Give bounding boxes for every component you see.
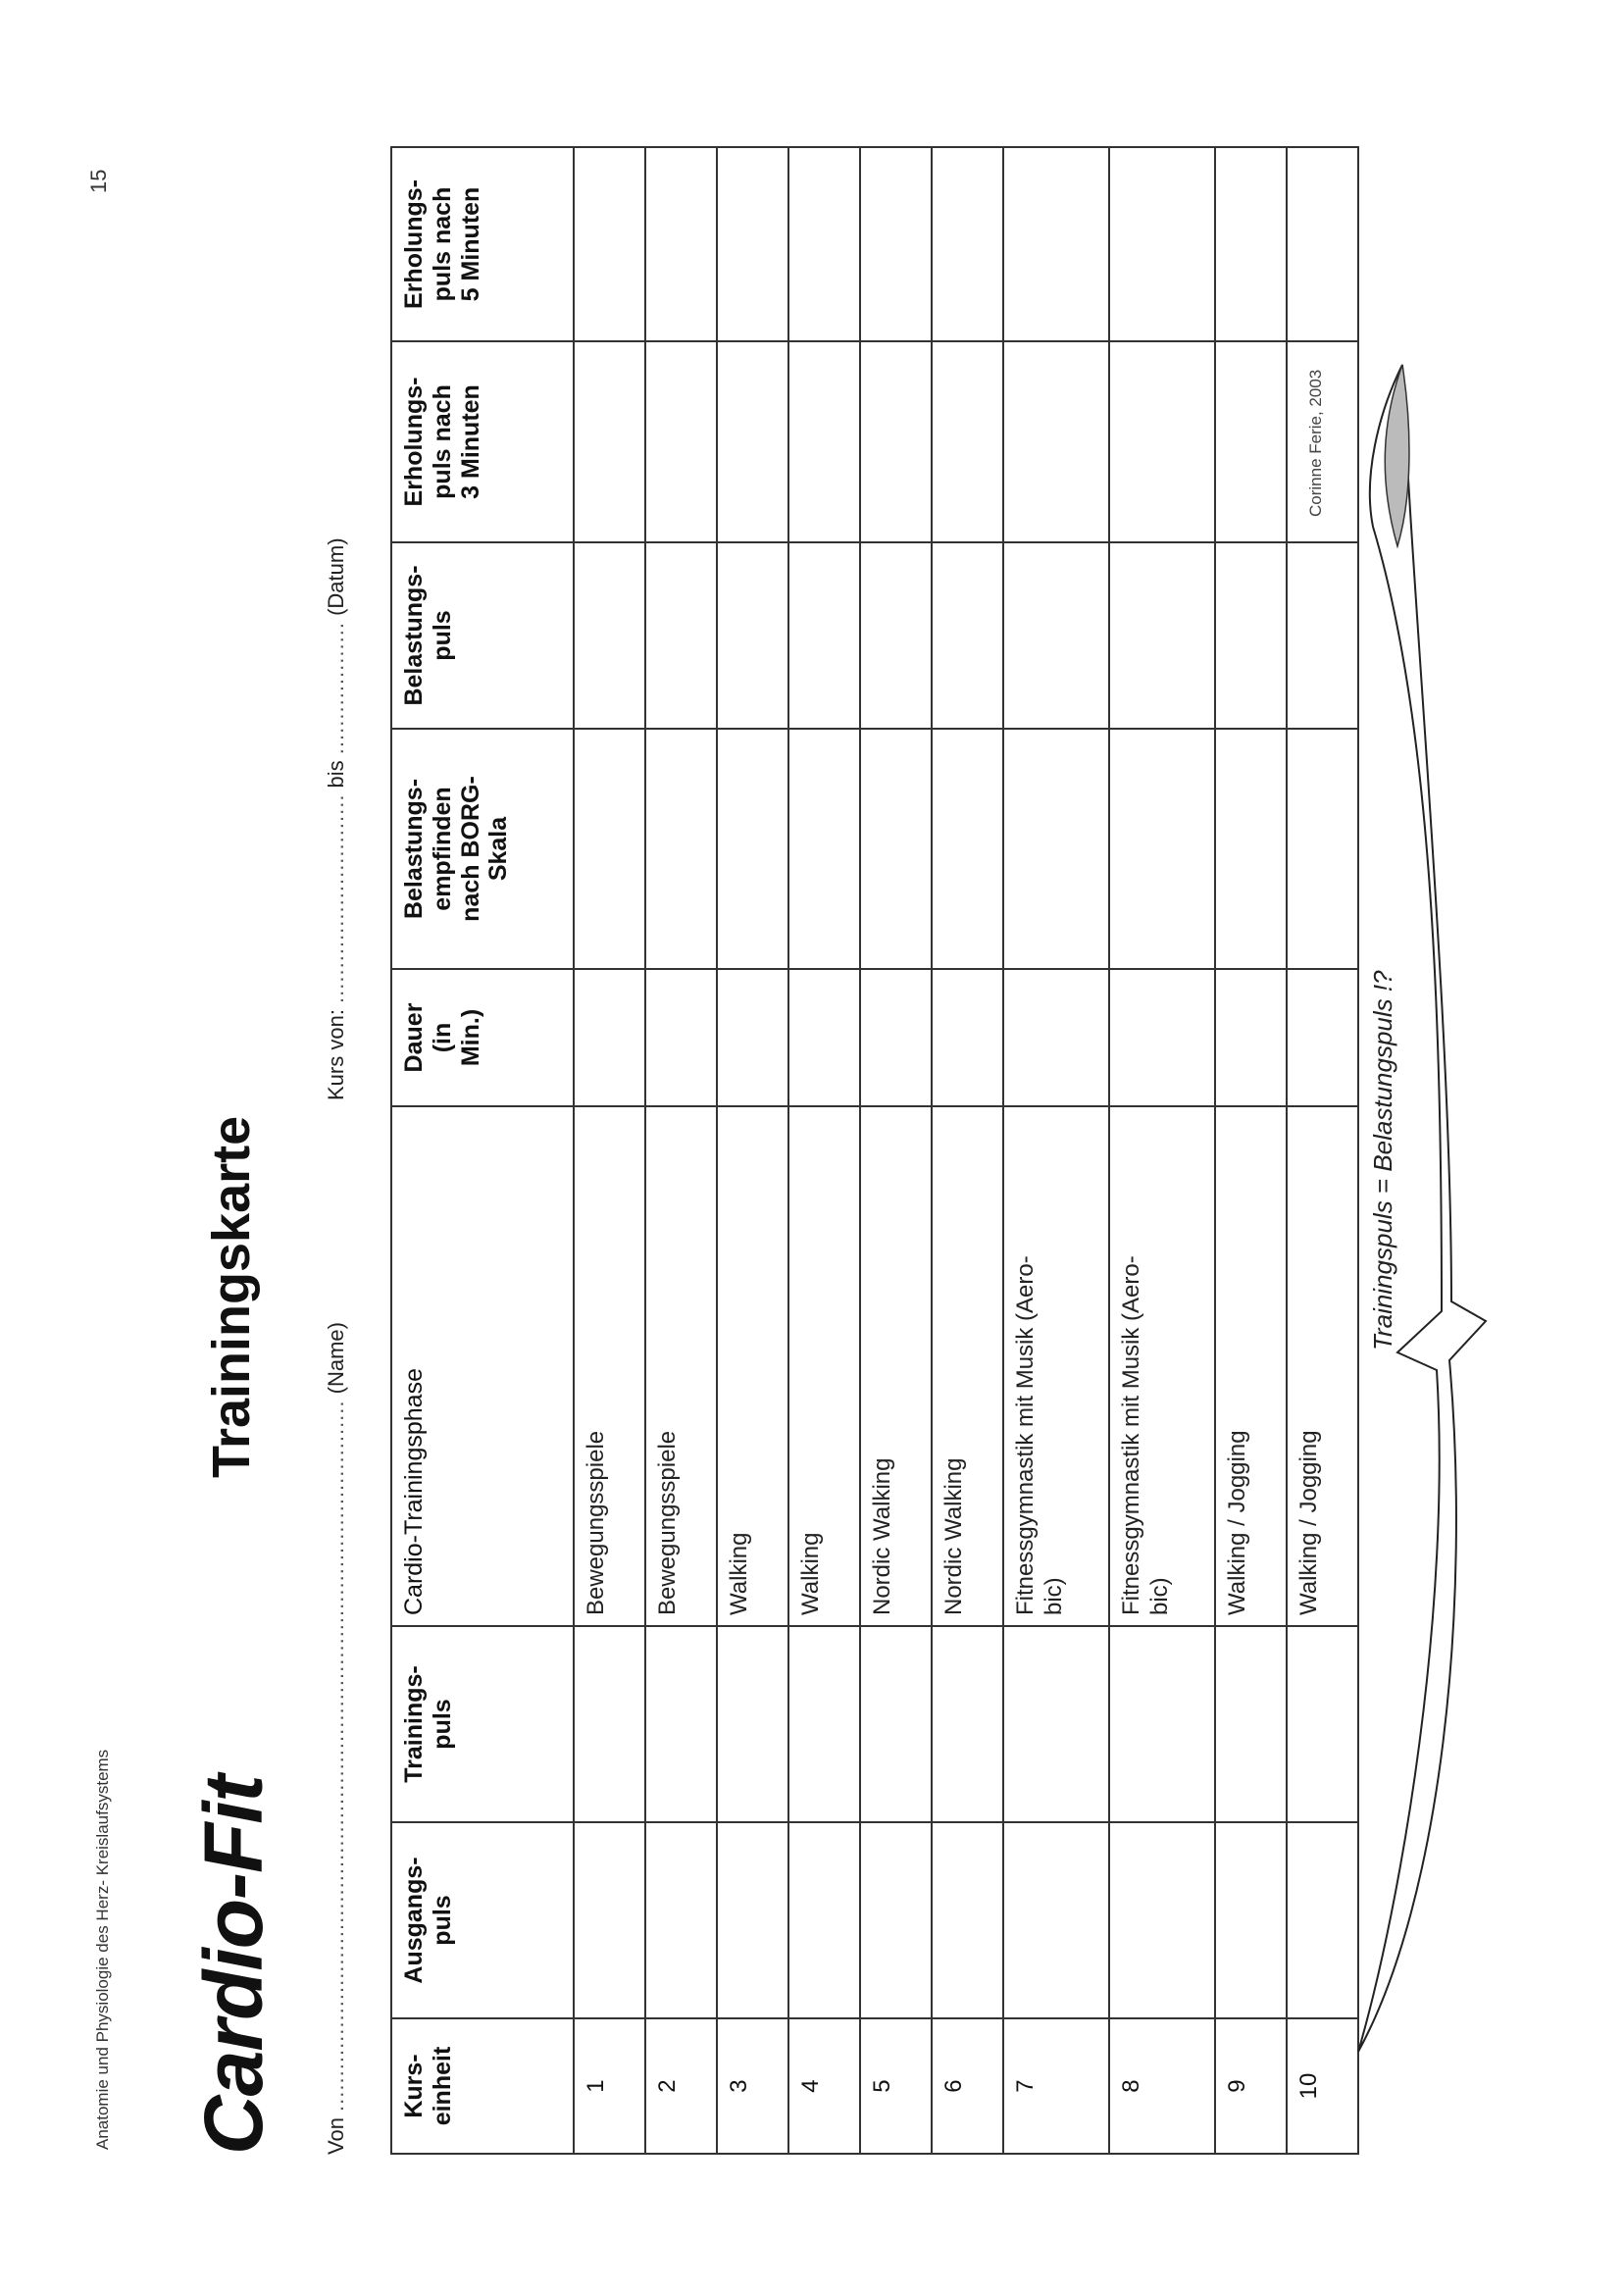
training-phase: Walking: [788, 1106, 860, 1626]
bis-label: bis: [324, 760, 348, 789]
page-number: 15: [86, 169, 111, 193]
running-header: Anatomie und Physiologie des Herz- Kreislaufsystems: [93, 1749, 112, 2150]
course-unit-number: 9: [1215, 2018, 1287, 2154]
column-header: Belastungs- puls: [391, 542, 574, 729]
arrow-tip-shading: [1385, 365, 1409, 546]
datum-hint: (Datum): [324, 537, 348, 616]
course-unit-number: 10: [1287, 2018, 1358, 2154]
column-header: Dauer (in Min.): [391, 969, 574, 1106]
course-unit-number: 6: [932, 2018, 1003, 2154]
column-header: Trainings- puls: [391, 1626, 574, 1822]
von-label: Von: [324, 2117, 348, 2155]
title-cardio-fit: Cardio-Fit: [187, 1775, 279, 2155]
course-unit-number: 1: [574, 2018, 645, 2154]
course-unit-number: 7: [1003, 2018, 1109, 2154]
course-unit-number: 3: [717, 2018, 788, 2154]
column-header: Belastungs- empfinden nach BORG- Skala: [391, 729, 574, 969]
column-header: Erholungs- puls nach 3 Minuten: [391, 341, 574, 542]
course-unit-number: 2: [645, 2018, 717, 2154]
training-phase: Walking / Jogging: [1215, 1106, 1287, 1626]
course-unit-number: 4: [788, 2018, 860, 2154]
training-phase: Fitnessgymnastik mit Musik (Aero- bic): [1109, 1106, 1215, 1626]
column-header: Cardio-Trainingsphase: [391, 1106, 574, 1626]
course-unit-number: 5: [860, 2018, 932, 2154]
column-header: Kurs- einheit: [391, 2018, 574, 2154]
training-phase: Fitnessgymnastik mit Musik (Aero- bic): [1003, 1106, 1109, 1626]
end-date-blank[interactable]: ...................: [324, 622, 348, 755]
training-phase: Walking / Jogging: [1287, 1106, 1358, 1626]
training-phase: Nordic Walking: [860, 1106, 932, 1626]
kurs-von-label: Kurs von:: [324, 1009, 348, 1100]
training-phase: Walking: [717, 1106, 788, 1626]
training-phase: Nordic Walking: [932, 1106, 1003, 1626]
training-phase: Bewegungsspiele: [574, 1106, 645, 1626]
copyright-note: Corinne Ferie, 2003: [1306, 369, 1325, 517]
column-header: Ausgangs- puls: [391, 1822, 574, 2018]
training-phase: Bewegungsspiele: [645, 1106, 717, 1626]
start-date-blank[interactable]: ..............................: [324, 793, 348, 1003]
caption-formula: Trainingspuls = Belastungspuls !?: [1368, 970, 1397, 1350]
column-header: Erholungs- puls nach 5 Minuten: [391, 147, 574, 341]
course-unit-number: 8: [1109, 2018, 1215, 2154]
name-blank[interactable]: ......................................................................................................: [324, 1400, 348, 2112]
name-hint: (Name): [324, 1322, 348, 1395]
title-trainingskarte: Trainingskarte: [202, 1115, 261, 1478]
